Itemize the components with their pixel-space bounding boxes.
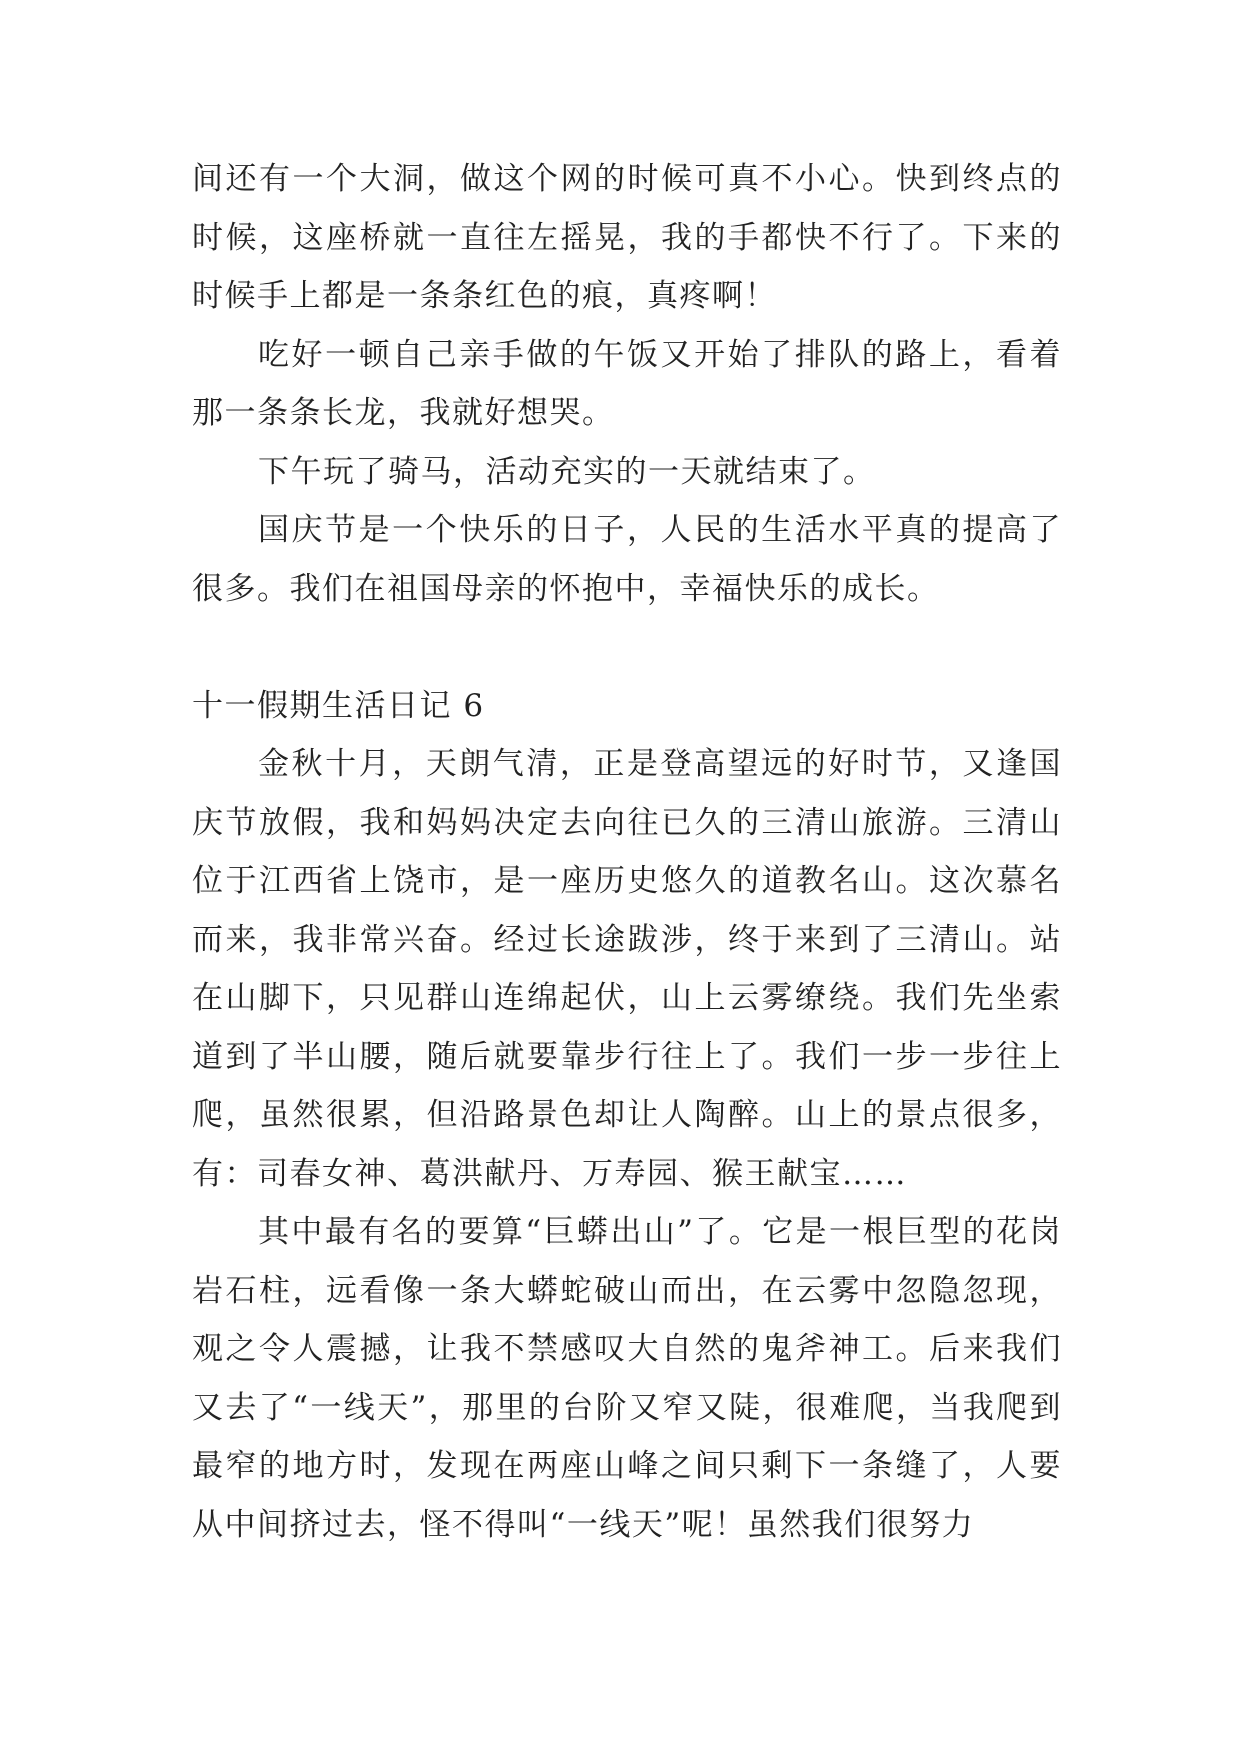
paragraph: 金秋十月，天朗气清，正是登高望远的好时节，又逢国庆节放假，我和妈妈决定去向往已久的三清山旅游。三清山位于江西省上饶市，是一座历史悠久的道教名山。这次慕名而来，我非常兴奋。经过长途跋涉，终于来到了三清山。站在山脚下，只见群山连绵起伏，山上云雾缭绕。我们先坐索道到了半山腰，随后就要靠步行往上了。我们一步一步往上爬，虽然很累，但沿路景色却让人陶醉。山上的景点很多，有：司春女神、葛洪献丹、万寿园、猴王献宝……	[192, 746, 1062, 1192]
document-body	[192, 150, 1062, 1554]
paragraph: 下午玩了骑马，活动充实的一天就结束了。	[258, 453, 876, 490]
paragraph: 间还有一个大洞，做这个网的时候可真不小心。快到终点的时候，这座桥就一直往左摇晃，我的手都快不行了。下来的时候手上都是一条条红色的痕，真疼啊！	[192, 161, 1062, 314]
section-spacer	[192, 618, 1062, 677]
paragraph: 国庆节是一个快乐的日子，人民的生活水平真的提高了很多。我们在祖国母亲的怀抱中，幸福快乐的成长。	[192, 512, 1062, 607]
paragraph: 吃好一顿自己亲手做的午饭又开始了排队的路上，看着那一条条长龙，我就好想哭。	[192, 336, 1062, 431]
section-title: 十一假期生活日记 6	[192, 687, 485, 724]
paragraph: 其中最有名的要算“巨蟒出山”了。它是一根巨型的花岗岩石柱，远看像一条大蟒蛇破山而出，在云雾中忽隐忽现，观之令人震撼，让我不禁感叹大自然的鬼斧神工。后来我们又去了“一线天”，那里的台阶又窄又陡，很难爬，当我爬到最窄的地方时，发现在两座山峰之间只剩下一条缝了，人要从中间挤过去，怪不得叫“一线天”呢！虽然我们很努力	[192, 1214, 1062, 1543]
